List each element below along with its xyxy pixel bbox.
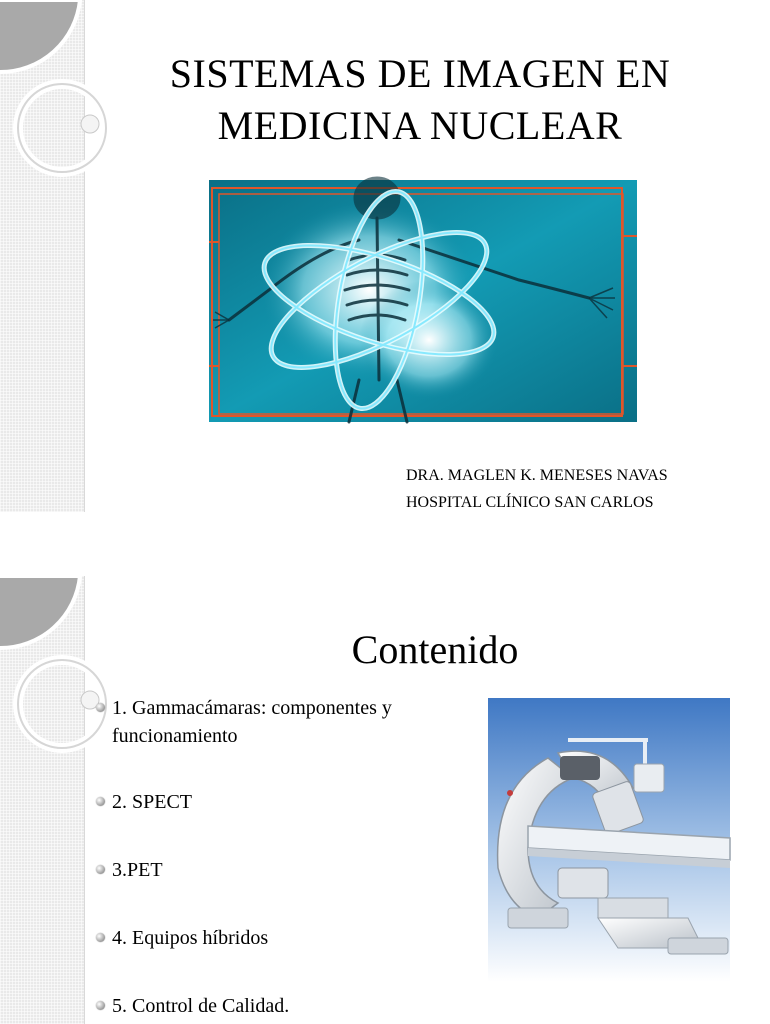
slide-gap <box>0 512 768 576</box>
list-item: 5. Control de Calidad. <box>96 992 466 1020</box>
gamma-camera-image <box>488 698 730 982</box>
list-item: 1. Gammacámaras: componentes y funcionamiento <box>96 694 466 750</box>
slide-contents <box>0 576 768 1024</box>
skeleton-atom-illustration-icon <box>209 180 637 422</box>
author-name: DRA. MAGLEN K. MENESES NAVAS <box>406 467 668 484</box>
gamma-camera-photo-icon <box>488 698 730 982</box>
bullet-icon <box>96 1001 105 1010</box>
contents-list <box>96 694 466 1020</box>
list-item: 4. Equipos híbridos <box>96 924 466 952</box>
bullet-icon <box>96 933 105 942</box>
list-item: 3.PET <box>96 856 466 884</box>
skeleton-atom-image <box>209 180 637 422</box>
slide-title <box>0 0 768 512</box>
bullet-icon <box>96 865 105 874</box>
author-hospital: HOSPITAL CLÍNICO SAN CARLOS <box>406 494 654 511</box>
circle-ornament-icon <box>0 576 110 776</box>
bullet-icon <box>96 703 105 712</box>
contents-heading: Contenido <box>351 627 519 672</box>
list-item: 2. SPECT <box>96 788 466 816</box>
title-line-2: MEDICINA NUCLEAR <box>217 103 623 148</box>
title-line-1: SISTEMAS DE IMAGEN EN <box>169 51 671 96</box>
bullet-icon <box>96 797 105 806</box>
circle-ornament-icon <box>0 0 110 200</box>
slide-title-heading <box>100 48 740 152</box>
